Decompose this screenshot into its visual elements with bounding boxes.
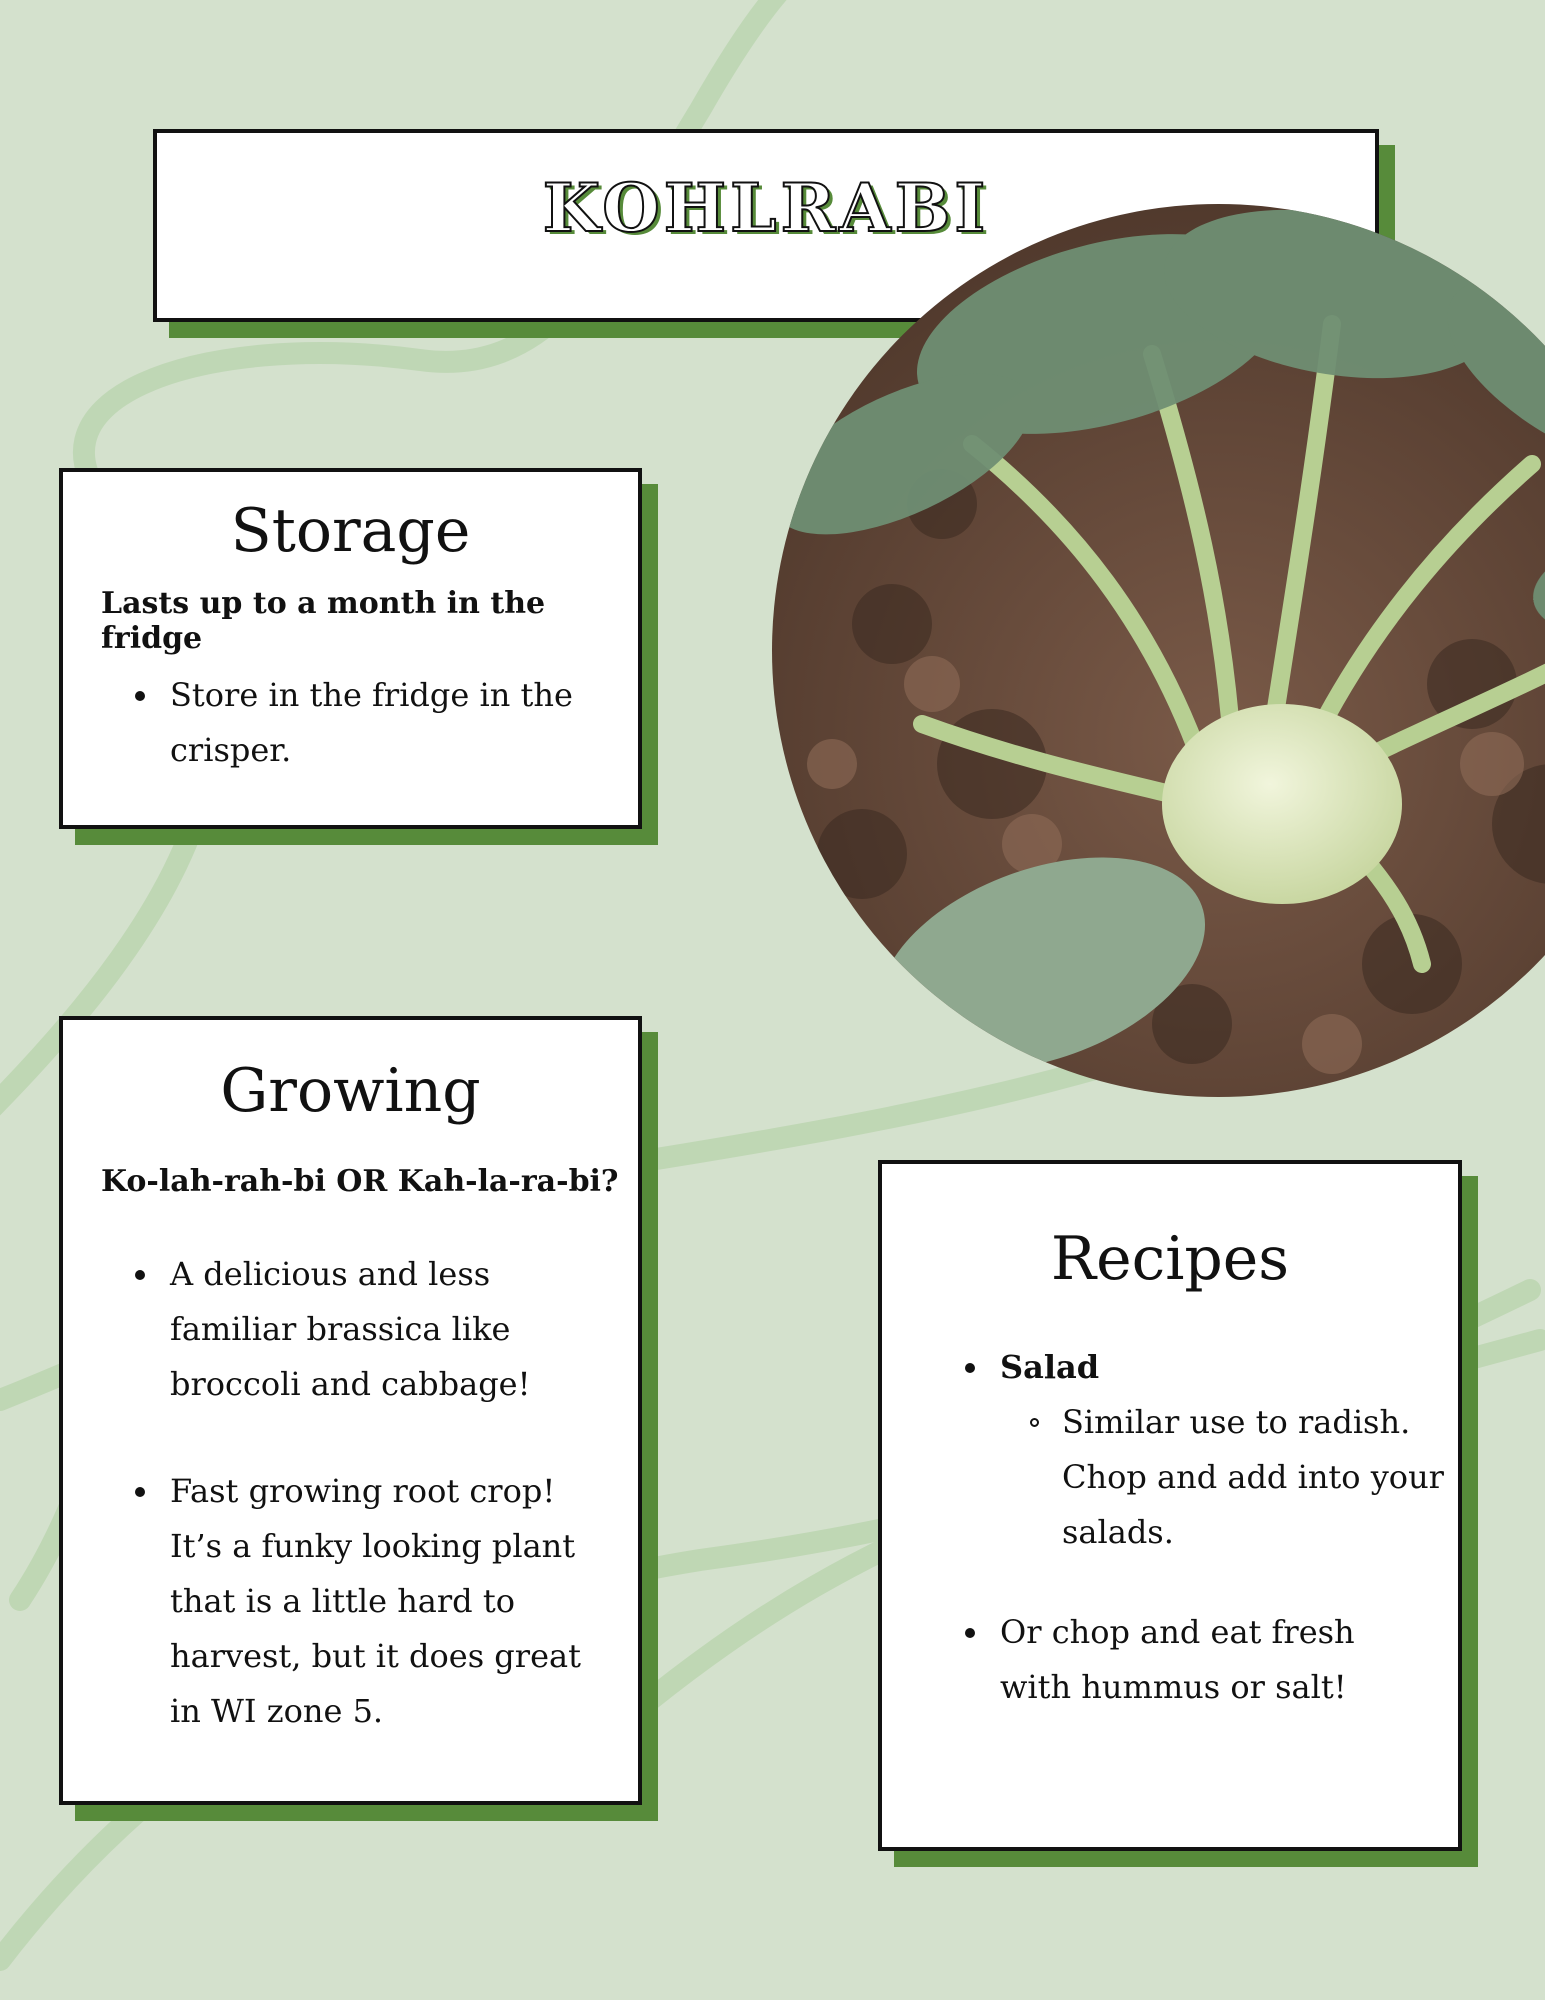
list-item — [170, 1247, 610, 1412]
list-item — [1000, 1395, 1444, 1560]
hollow-bullet-icon — [1030, 1418, 1039, 1427]
recipe-label: Or chop and eat fresh with hummus or salt! — [1000, 1613, 1355, 1706]
list-item — [1000, 1605, 1420, 1715]
recipe-sublist — [1062, 1395, 1482, 1560]
storage-subheading: Lasts up to a month in the fridge — [101, 586, 546, 656]
list-item — [1062, 1395, 1482, 1560]
growing-bullet-text: A delicious and less familiar brassica like broccoli and cabbage! — [170, 1255, 531, 1403]
storage-card — [59, 468, 642, 829]
bullet-icon — [135, 691, 145, 701]
growing-subheading: Ko-lah-rah-bi OR Kah-la-ra-bi? — [101, 1164, 619, 1199]
bullet-icon — [135, 1270, 145, 1280]
list-item — [170, 668, 590, 778]
recipe-sub-text: Similar use to radish. Chop and add into your salads. — [1062, 1403, 1444, 1551]
growing-bullet-text: Fast growing root crop! It’s a funky looking plant that is a little hard to harvest, but it does great in WI zone 5. — [170, 1472, 581, 1730]
growing-heading: Growing — [220, 1056, 481, 1126]
page-title: KOHLRABI — [542, 169, 990, 247]
growing-card — [59, 1016, 642, 1805]
recipes-list — [1000, 1340, 1444, 1715]
bullet-icon — [965, 1628, 975, 1638]
storage-list — [170, 668, 590, 778]
growing-list — [170, 1247, 610, 1739]
bullet-icon — [965, 1363, 975, 1373]
list-item — [170, 1464, 610, 1739]
storage-heading: Storage — [230, 496, 471, 566]
list-item — [1000, 1340, 1420, 1395]
storage-bullet-text: Store in the fridge in the crisper. — [170, 676, 573, 769]
recipe-label: Salad — [1000, 1348, 1100, 1386]
recipes-card — [878, 1160, 1462, 1851]
recipes-heading: Recipes — [1050, 1224, 1290, 1294]
bullet-icon — [135, 1487, 145, 1497]
